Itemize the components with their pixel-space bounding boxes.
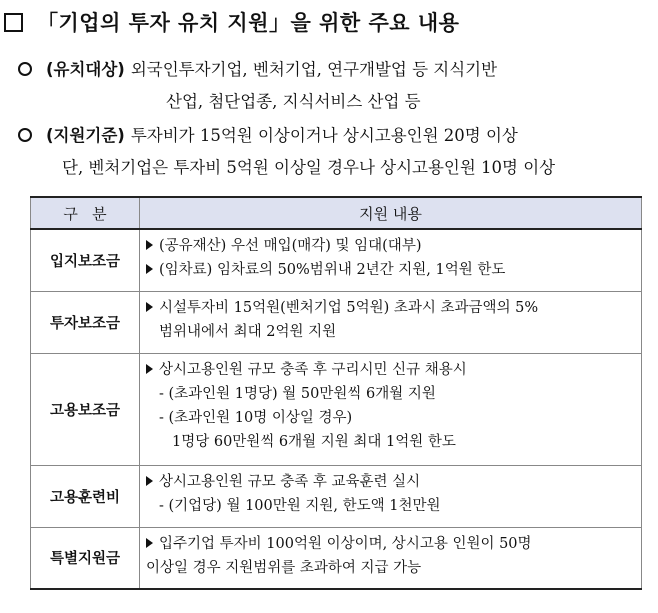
title-text: 「기업의 투자 유치 지원」을 위한 주요 내용: [37, 11, 460, 35]
table-row: [31, 465, 642, 527]
row-label: 고용훈련비: [31, 465, 140, 527]
content-line: (임차료) 임차료의 50%범위내 2년간 지원, 1억원 한도: [146, 258, 637, 282]
content-line: - (초과인원 1명당) 월 50만원씩 6개월 지원: [159, 385, 436, 402]
criteria-bullet: [18, 124, 518, 148]
content-line: - (기업당) 월 100만원 지원, 한도액 1천만원: [159, 497, 441, 514]
criteria-label: (지원기준): [46, 126, 125, 145]
content-line: - (초과인원 10명 이상일 경우): [159, 409, 353, 426]
row-content: [140, 465, 642, 527]
triangle-bullet-icon: [146, 538, 153, 548]
table-row: [31, 229, 642, 291]
target-text: 외국인투자기업, 벤처기업, 연구개발업 등 지식기반: [130, 60, 498, 79]
triangle-bullet-icon: [146, 364, 153, 374]
table-row: [31, 291, 642, 353]
content-line: 시설투자비 15억원(벤처기업 5억원) 초과시 초과금액의 5%: [146, 296, 637, 320]
content-line: (공유재산) 우선 매입(매각) 및 임대(대부): [146, 234, 637, 258]
content-line: 1명당 60만원씩 6개월 지원 최대 1억원 한도: [172, 433, 456, 450]
target-bullet: [18, 58, 497, 82]
row-content: [140, 229, 642, 291]
row-label: 투자보조금: [31, 291, 140, 353]
content-line: 입주기업 투자비 100억원 이상이며, 상시고용 인원이 50명: [146, 532, 637, 556]
row-content: [140, 353, 642, 465]
triangle-bullet-icon: [146, 264, 153, 274]
support-table: [30, 196, 642, 590]
triangle-bullet-icon: [146, 240, 153, 250]
content-line: 범위내에서 최대 2억원 지원: [159, 323, 337, 340]
content-line: 상시고용인원 규모 충족 후 교육훈련 실시: [146, 470, 637, 494]
table-row: [31, 353, 642, 465]
table-header-row: [31, 197, 642, 229]
row-label: 특별지원금: [31, 527, 140, 589]
criteria-text-continued: 단, 벤처기업은 투자비 5억원 이상일 경우나 상시고용인원 10명 이상: [62, 158, 556, 177]
triangle-bullet-icon: [146, 476, 153, 486]
content-line: 이상일 경우 지원범위를 초과하여 지급 가능: [146, 559, 422, 576]
row-label: 고용보조금: [31, 353, 140, 465]
criteria-text: 투자비가 15억원 이상이거나 상시고용인원 20명 이상: [130, 126, 518, 145]
content-line: 상시고용인원 규모 충족 후 구리시민 신규 채용시: [146, 358, 637, 382]
header-content: 지원 내용: [140, 197, 642, 229]
target-text-continued: 산업, 첨단업종, 지식서비스 산업 등: [166, 92, 421, 111]
row-label: 입지보조금: [31, 229, 140, 291]
target-label: (유치대상): [46, 60, 125, 79]
table-row: [31, 527, 642, 589]
row-content: [140, 527, 642, 589]
circle-bullet-icon: [18, 128, 32, 142]
circle-bullet-icon: [18, 62, 32, 76]
row-content: [140, 291, 642, 353]
square-bullet-icon: [4, 13, 23, 32]
header-category: 구 분: [31, 197, 140, 229]
triangle-bullet-icon: [146, 302, 153, 312]
section-title: [4, 6, 459, 38]
